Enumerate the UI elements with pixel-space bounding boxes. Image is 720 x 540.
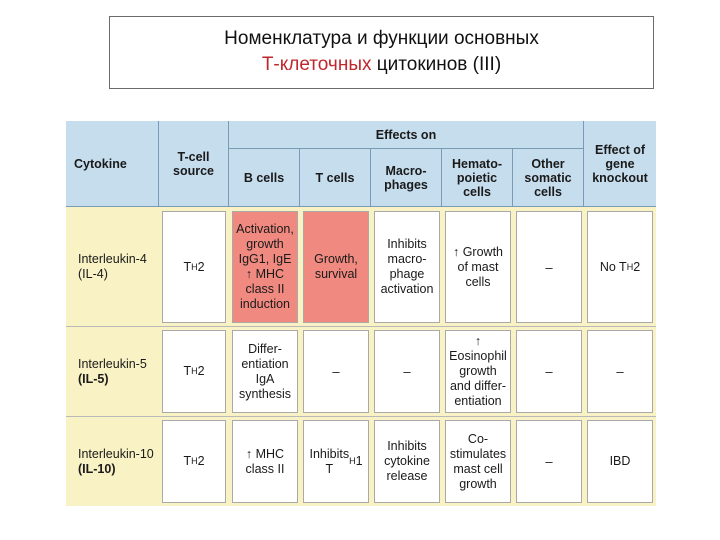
title-line-2 — [110, 52, 653, 78]
cell-il5-source: T H 2 — [162, 330, 226, 413]
cell-il10-knockout: IBD — [587, 420, 653, 503]
title-line-1: Номенклатура и функции основных — [224, 28, 539, 49]
cell-il10-b-cells: ↑ MHC class II — [232, 420, 298, 503]
cell-il4-somatic: – — [516, 211, 582, 323]
header-hematopoietic: Hemato-poietic cells — [442, 149, 512, 206]
cell-il10-somatic: – — [516, 420, 582, 503]
cell-il4-b-cells: Activation, growth IgG1, IgE ↑ MHC class II induction — [232, 211, 298, 323]
cell-il4-source: T H 2 — [162, 211, 226, 323]
row-label-il10: Interleukin-10 (IL-10) — [78, 446, 154, 476]
header-cytokine: Cytokine — [66, 121, 158, 206]
cell-il5-hematopoietic: ↑ Eosinophil growth and differ-entiation — [445, 330, 511, 413]
header-knockout: Effect of gene knockout — [584, 121, 656, 206]
cell-il4-macrophages: Inhibits macro-phage activation — [374, 211, 440, 323]
cell-il5-somatic: – — [516, 330, 582, 413]
cell-il5-knockout: – — [587, 330, 653, 413]
header-effects-on: Effects on — [229, 121, 583, 148]
row-label-il4: Interleukin-4 (IL-4) — [78, 251, 147, 281]
header-source: T-cell source — [159, 121, 228, 206]
cell-il10-macrophages: Inhibits cytokine release — [374, 420, 440, 503]
header-somatic: Other somatic cells — [513, 149, 583, 206]
cell-il4-hematopoietic: ↑ Growth of mast cells — [445, 211, 511, 323]
cell-il4-knockout: No T H 2 — [587, 211, 653, 323]
row-label-il5: Interleukin-5 (IL-5) — [78, 356, 147, 386]
cell-il10-t-cells: Inhibits T H 1 — [303, 420, 369, 503]
cell-il10-source: T H 2 — [162, 420, 226, 503]
title-highlight: Т-клеточных — [261, 54, 372, 75]
cell-il5-macrophages: – — [374, 330, 440, 413]
header-macrophages: Macro-phages — [371, 149, 441, 206]
cell-il5-t-cells: – — [303, 330, 369, 413]
header-b-cells: B cells — [229, 149, 299, 206]
cell-il10-hematopoietic: Co-stimulates mast cell growth — [445, 420, 511, 503]
header-t-cells: T cells — [300, 149, 370, 206]
title-rest: цитокинов (III) — [371, 54, 502, 75]
cytokine-table — [66, 121, 656, 506]
cell-il4-t-cells: Growth, survival — [303, 211, 369, 323]
slide-title — [109, 16, 654, 89]
cell-il5-b-cells: Differ-entiation IgA synthesis — [232, 330, 298, 413]
